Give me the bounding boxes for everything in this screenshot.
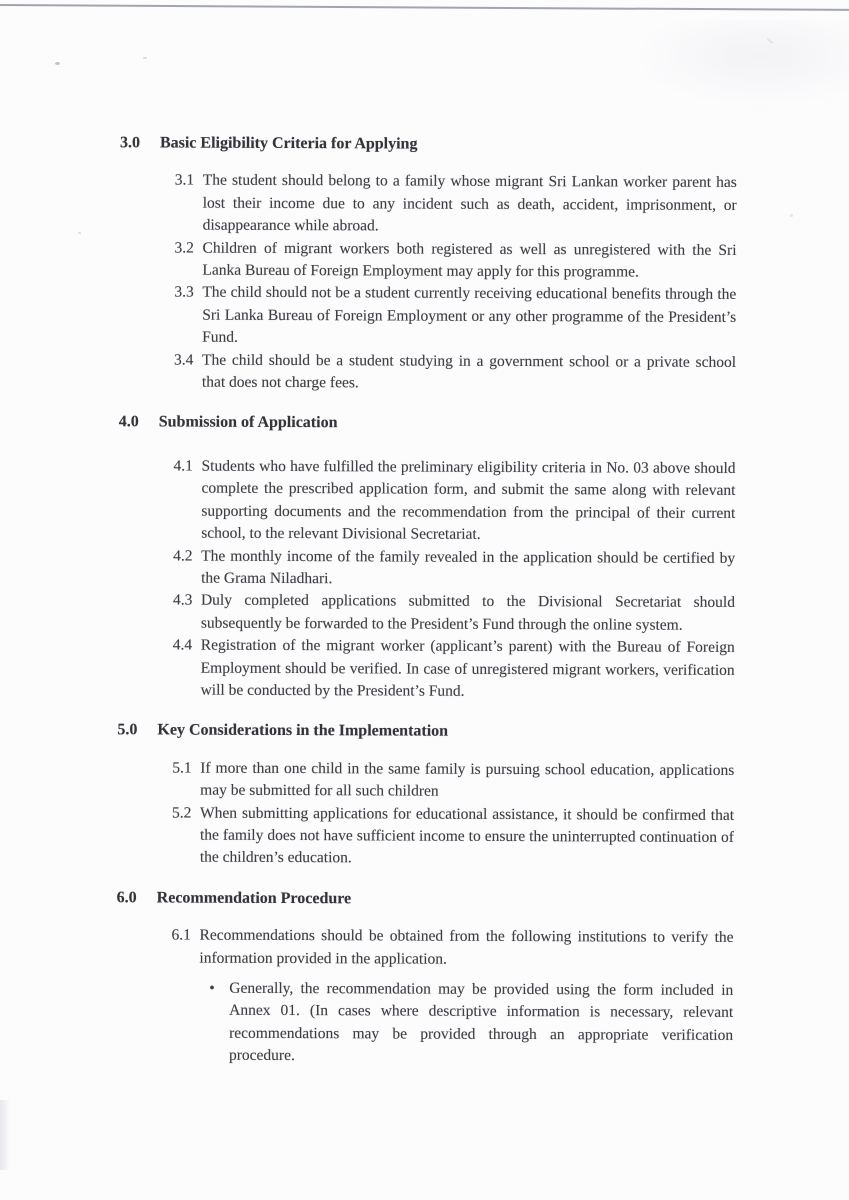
item-number: 4.3 <box>172 591 193 609</box>
item-number: 3.1 <box>174 171 195 189</box>
item-text: Students who have fulfilled the preliminary eligibility criteria in No. 03 above should complete the prescribed application form, and submit the same along with relevant supporting documents and the recommendation from the principal of their current school, to the relevant Divisional Secretariat. <box>201 457 736 543</box>
section-submission <box>118 412 736 705</box>
list-item <box>117 757 734 805</box>
item-number: 4.2 <box>173 546 193 565</box>
section-key-considerations <box>117 720 735 872</box>
item-text: Duly completed applications submitted to the Divisional Secretariat should subsequently be forwarded to the President’s Fund through the online system. <box>200 591 736 634</box>
bullet-item <box>199 978 733 1070</box>
list-item <box>118 590 735 638</box>
item-number: 6.1 <box>171 926 191 944</box>
item-number: 5.2 <box>172 804 192 822</box>
item-text: The monthly income of the family revealed in the application should be certified by the Grama Niladhari. <box>201 547 736 588</box>
scan-shade <box>0 1100 10 1170</box>
item-body <box>200 802 734 872</box>
section-number: 5.0 <box>117 721 138 739</box>
item-text: If more than one child in the same family is pursuing school education, applications may be submitted for all such children <box>200 759 735 800</box>
section-heading <box>120 132 737 157</box>
list-item <box>118 455 735 547</box>
section-heading <box>117 887 734 912</box>
section-heading <box>119 412 736 437</box>
item-text: When submitting applications for educational assistance, it should be confirmed that the family does not have sufficient income to ensure the uninterrupted continuation of the children’s education. <box>199 804 735 867</box>
section-title: Basic Eligibility Criteria for Applying <box>159 134 418 153</box>
section-title: Submission of Application <box>158 413 338 432</box>
item-number: 3.2 <box>174 239 194 257</box>
list-item <box>118 634 735 704</box>
item-body <box>200 757 734 804</box>
section-title: Recommendation Procedure <box>156 889 352 908</box>
bullet-icon: • <box>209 979 215 997</box>
item-body <box>202 282 736 352</box>
item-body <box>202 237 736 284</box>
item-body <box>199 925 734 1070</box>
item-number: 3.3 <box>174 283 194 302</box>
section-number: 3.0 <box>119 134 141 152</box>
list-item <box>116 924 734 1069</box>
item-number: 4.1 <box>173 457 193 475</box>
item-body <box>201 590 735 637</box>
section-recommendation-procedure <box>116 887 734 1070</box>
item-body <box>201 545 735 592</box>
section-number: 6.0 <box>116 889 137 907</box>
item-text: The student should belong to a family whose migrant Sri Lankan worker parent has lost their income due to any incident such as death, accident, imprisonment, or disappearance while abroad. <box>202 172 737 235</box>
item-text: Registration of the migrant worker (applicant’s parent) with the Bureau of Foreign Employment should be verified. In case of unregistered migrant workers, verification will be conducted by the President’s Fund. <box>200 636 735 700</box>
list-item <box>119 237 736 285</box>
item-body <box>202 349 736 396</box>
item-number: 4.4 <box>172 636 193 654</box>
section-heading <box>117 720 734 745</box>
list-item <box>118 545 735 593</box>
item-text: Recommendations should be obtained from the following institutions to verify the information provided in the application. <box>199 926 734 968</box>
item-text: The child should not be a student currently receiving educational benefits through the Sri Lanka Bureau of Foreign Employment or any other programme of the President’s Fund. <box>202 284 737 347</box>
item-body <box>201 455 735 547</box>
item-text: Children of migrant workers both registered as well as unregistered with the Sri Lanka Bureau of Foreign Employment may apply for this programme. <box>202 239 737 281</box>
section-basic-eligibility <box>119 132 737 396</box>
item-number: 5.1 <box>172 759 192 777</box>
item-number: 3.4 <box>174 351 194 369</box>
item-body <box>201 635 735 705</box>
bullet-text: Generally, the recommendation may be provided using the form included in Annex 01. (In cases where descriptive information is necessary, relevant recommendations may be provided through an appropriate verification procedure. <box>228 979 734 1065</box>
item-body <box>203 170 737 240</box>
list-item <box>120 170 737 240</box>
section-title: Key Considerations in the Implementation <box>157 721 449 741</box>
list-item <box>119 349 736 397</box>
list-item <box>119 282 736 352</box>
section-number: 4.0 <box>118 413 139 431</box>
item-text: The child should be a student studying in a government school or a private school that does not charge fees. <box>201 351 737 392</box>
list-item <box>117 802 734 872</box>
